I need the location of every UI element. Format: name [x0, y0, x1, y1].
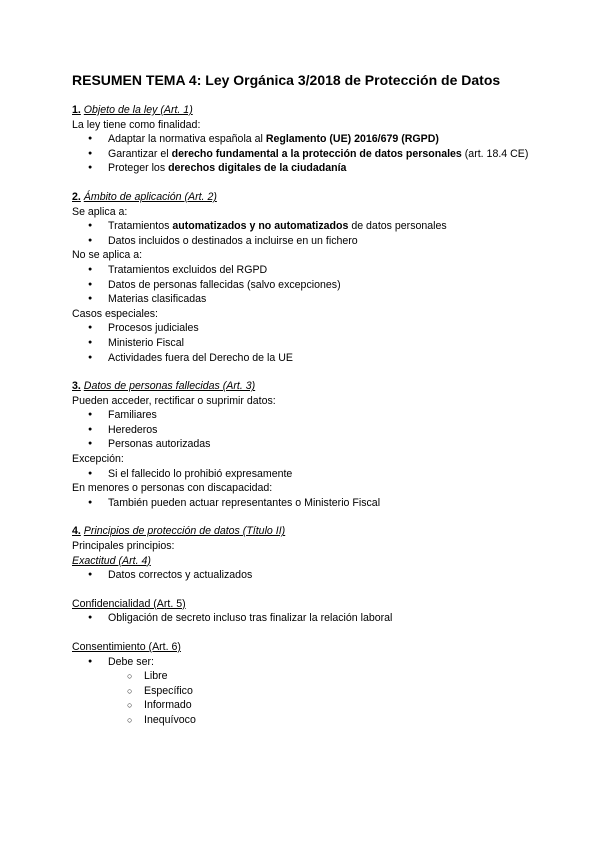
confidentiality-list	[72, 611, 542, 626]
access-list	[72, 408, 542, 452]
section-number: 3.	[72, 380, 81, 393]
sub-list-item: ○ Informado	[72, 698, 542, 713]
applies-list	[72, 219, 542, 248]
not-applies-list	[72, 263, 542, 307]
minors-list	[72, 496, 542, 511]
document-title: RESUMEN TEMA 4: Ley Orgánica 3/2018 de Protección de Datos	[72, 72, 501, 88]
list-item: ● Procesos judiciales	[72, 321, 542, 336]
list-item: ● Proteger los derechos digitales de la ciudadanía	[72, 161, 542, 176]
section-title: Principios de protección de datos (Título II)	[83, 525, 286, 538]
list-item: ● Materias clasificadas	[72, 292, 542, 307]
section-1-heading	[72, 103, 542, 118]
list-item: ● Tratamientos excluidos del RGPD	[72, 263, 542, 278]
section-number: 2.	[72, 190, 81, 203]
list-item: ● Ministerio Fiscal	[72, 336, 542, 351]
not-applies-label: No se aplica a:	[72, 249, 143, 262]
list-item: ● Familiares	[72, 408, 542, 423]
consent-list	[72, 655, 542, 728]
list-item: ● Adaptar la normativa española al Reglamento (UE) 2016/679 (RGPD)	[72, 132, 542, 147]
list-item: ● Datos de personas fallecidas (salvo excepciones)	[72, 278, 542, 293]
spacer	[72, 626, 542, 640]
exception-list	[72, 467, 542, 482]
list-item: ● Datos incluidos o destinados a incluirse en un fichero	[72, 234, 542, 249]
section-3-heading	[72, 379, 542, 394]
section-number: 4.	[72, 525, 81, 538]
list-item: ● Datos correctos y actualizados	[72, 568, 542, 583]
section-title: Datos de personas fallecidas (Art. 3)	[83, 380, 256, 393]
consent-heading: Consentimiento (Art. 6)	[72, 641, 181, 653]
document-page	[72, 70, 542, 728]
section-1-list	[72, 132, 542, 176]
accuracy-list	[72, 568, 542, 583]
applies-label: Se aplica a:	[72, 205, 128, 218]
list-item: ● Debe ser:	[72, 655, 542, 670]
spacer	[72, 583, 542, 597]
minors-label: En menores o personas con discapacidad:	[72, 482, 273, 495]
principles-label: Principales principios:	[72, 540, 175, 553]
list-item: ● Personas autorizadas	[72, 437, 542, 452]
special-cases-list	[72, 321, 542, 365]
list-item: ● Si el fallecido lo prohibió expresamente	[72, 467, 542, 482]
exception-label: Excepción:	[72, 453, 124, 466]
section-2-heading	[72, 190, 542, 205]
section-title: Objeto de la ley (Art. 1)	[83, 104, 193, 116]
section-title: Ámbito de aplicación (Art. 2)	[83, 190, 217, 203]
confidentiality-heading: Confidencialidad (Art. 5)	[72, 597, 186, 610]
list-item: ● También pueden actuar representantes o Ministerio Fiscal	[72, 496, 542, 511]
list-item: ● Obligación de secreto incluso tras finalizar la relación laboral	[72, 611, 542, 626]
sub-list-item: ○ Libre	[72, 669, 542, 684]
list-item: ● Herederos	[72, 423, 542, 438]
special-cases-label: Casos especiales:	[72, 307, 158, 320]
sub-list-item: ○ Inequívoco	[72, 713, 542, 728]
list-item: ● Actividades fuera del Derecho de la UE	[72, 351, 542, 366]
sub-list-item: ○ Específico	[72, 684, 542, 699]
access-label: Pueden acceder, rectificar o suprimir datos:	[72, 394, 276, 407]
section-1-intro: La ley tiene como finalidad:	[72, 118, 201, 131]
section-number: 1.	[72, 104, 81, 116]
list-item: ● Garantizar el derecho fundamental a la protección de datos personales (art. 18.4 CE)	[72, 147, 542, 162]
accuracy-heading: Exactitud (Art. 4)	[72, 554, 151, 567]
list-item: ● Tratamientos automatizados y no automatizados de datos personales	[72, 219, 542, 234]
section-4-heading	[72, 524, 542, 539]
